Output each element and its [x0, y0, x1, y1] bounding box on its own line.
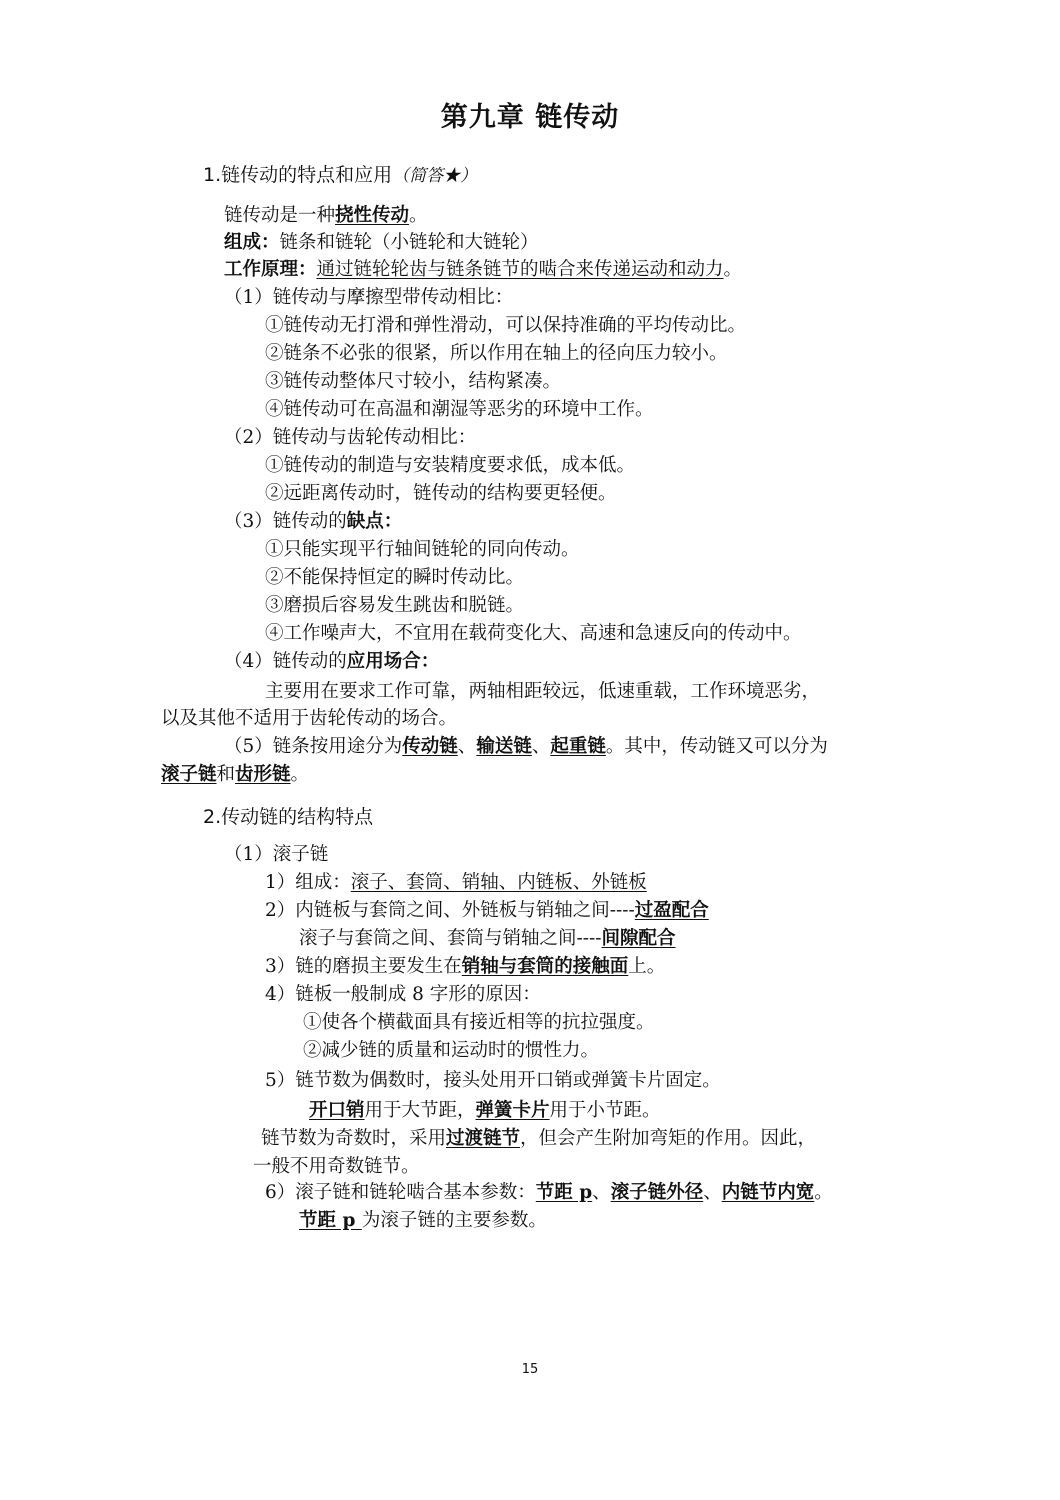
text: （4）链传动的 — [224, 651, 347, 672]
roller-6-cont — [299, 1208, 547, 1234]
text: 、 — [703, 1182, 722, 1203]
point-1-1: ①链传动无打滑和弹性滑动，可以保持准确的平均传动比。 — [265, 315, 747, 336]
section-heading-text: 1.链传动的特点和应用 — [203, 164, 393, 186]
point-3-1: ①只能实现平行轴间链轮的同向传动。 — [265, 539, 580, 560]
text: 为滚子链的主要参数。 — [361, 1210, 547, 1231]
key-term: 间隙配合 — [601, 928, 676, 949]
key-term: 滚子链外径 — [610, 1182, 704, 1203]
text: ，但会产生附加弯矩的作用。因此， — [520, 1128, 817, 1149]
label: 缺点： — [346, 511, 403, 532]
point-2: （2）链传动与齿轮传动相比： — [224, 427, 477, 448]
roller-5-detail — [309, 1098, 661, 1124]
point-1: （1）链传动与摩擦型带传动相比： — [224, 287, 514, 308]
text: 用于大节距， — [364, 1100, 476, 1121]
key-term: 内链节内宽 — [721, 1182, 815, 1203]
point-3-4: ④工作噪声大，不宜用在载荷变化大、高速和急速反向的传动中。 — [265, 623, 802, 644]
text: 和 — [216, 764, 236, 785]
principle-line — [224, 257, 742, 283]
text: 。 — [290, 764, 310, 785]
key-phrase: 通过链轮轮齿与链条链节的啮合来传递运动和动力 — [316, 259, 724, 280]
text: 。 — [409, 205, 428, 226]
section-note: （简答★） — [392, 166, 478, 186]
roller-odd-cont: 一般不用奇数链节。 — [253, 1156, 420, 1177]
key-term: 齿形链 — [235, 764, 291, 785]
text: 、 — [531, 736, 551, 757]
roller-3 — [265, 954, 665, 980]
roller-4-2: ②减少链的质量和运动时的惯性力。 — [303, 1040, 600, 1061]
key-term: 开口销 — [309, 1100, 365, 1121]
roller-4-1: ①使各个横截面具有接近相等的抗拉强度。 — [303, 1012, 655, 1033]
key-term: 挠性传动 — [335, 205, 410, 226]
point-3-3: ③磨损后容易发生跳齿和脱链。 — [265, 595, 525, 616]
point-1-2: ②链条不必张的很紧，所以作用在轴上的径向压力较小。 — [265, 343, 728, 364]
key-term: 起重链 — [550, 736, 606, 757]
roller-1 — [265, 870, 647, 896]
text: 2）内链板与套筒之间、外链板与销轴之间---- — [265, 900, 635, 921]
roller-5: 5）链节数为偶数时，接头处用开口销或弹簧卡片固定。 — [265, 1070, 721, 1091]
point-4-text-1: 主要用在要求工作可靠，两轴相距较远，低速重载，工作环境恶劣， — [265, 681, 821, 702]
key-term: 销轴与套筒的接触面 — [461, 956, 629, 977]
text: （3）链传动的 — [224, 511, 347, 532]
label: 应用场合： — [346, 651, 440, 672]
text: 上。 — [628, 956, 666, 977]
text: 用于小节距。 — [549, 1100, 661, 1121]
roller-odd — [261, 1126, 816, 1152]
key-phrase: 滚子、套筒、销轴、内链板、外链板 — [350, 872, 647, 893]
key-term: 弹簧卡片 — [475, 1100, 550, 1121]
roller-2 — [265, 898, 709, 924]
key-term: 传动链 — [402, 736, 458, 757]
point-2-2: ②远距离传动时，链传动的结构要更轻便。 — [265, 483, 617, 504]
point-1-3: ③链传动整体尺寸较小，结构紧凑。 — [265, 371, 562, 392]
chapter-title: 第九章 链传动 — [440, 102, 620, 133]
point-4-text-2: 以及其他不适用于齿轮传动的场合。 — [161, 708, 458, 729]
point-5 — [224, 734, 828, 760]
key-term: 输送链 — [476, 736, 532, 757]
text: 3）链的磨损主要发生在 — [265, 956, 462, 977]
text: 1）组成： — [265, 872, 351, 893]
point-2-1: ①链传动的制造与安装精度要求低，成本低。 — [265, 455, 636, 476]
text: 链条和链轮（小链轮和大链轮） — [279, 232, 539, 253]
text: 链节数为奇数时，采用 — [261, 1128, 447, 1149]
point-3 — [224, 509, 402, 535]
text: 。 — [723, 259, 743, 280]
key-term: 过盈配合 — [634, 900, 709, 921]
text: 、 — [592, 1182, 611, 1203]
point-5-cont — [161, 762, 309, 788]
label: 组成： — [224, 232, 280, 253]
text: 链传动是一种 — [224, 205, 336, 226]
point-1-4: ④链传动可在高温和潮湿等恶劣的环境中工作。 — [265, 399, 654, 420]
text: 。其中，传动链又可以分为 — [605, 736, 828, 757]
key-term: 过渡链节 — [446, 1128, 521, 1149]
key-term: 滚子链 — [161, 764, 217, 785]
point-3-2: ②不能保持恒定的瞬时传动比。 — [265, 567, 525, 588]
text: 、 — [457, 736, 477, 757]
text: （5）链条按用途分为 — [224, 736, 403, 757]
roller-4: 4）链板一般制成 8 字形的原因： — [265, 984, 541, 1005]
text: 。 — [814, 1182, 833, 1203]
key-term: 节距 p — [299, 1210, 362, 1231]
point-4 — [224, 649, 439, 675]
roller-chain: （1）滚子链 — [224, 844, 329, 865]
composition-line — [224, 230, 539, 256]
roller-2-cont — [299, 926, 676, 952]
roller-6 — [265, 1180, 833, 1206]
text: 6）滚子链和链轮啮合基本参数： — [265, 1182, 536, 1203]
label: 工作原理： — [224, 259, 317, 280]
text: 滚子与套筒之间、套筒与销轴之间---- — [299, 928, 602, 949]
intro-line — [224, 203, 428, 229]
section-heading-2: 2.传动链的结构特点 — [203, 806, 374, 828]
key-term: 节距 p — [535, 1182, 593, 1203]
page-number: 15 — [521, 1362, 539, 1377]
section-heading-1 — [203, 160, 477, 187]
